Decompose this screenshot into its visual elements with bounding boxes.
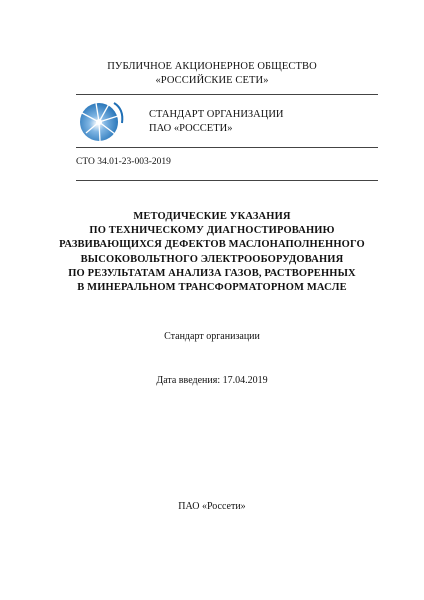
title-line: ВЫСОКОВОЛЬТНОГО ЭЛЕКТРООБОРУДОВАНИЯ — [80, 253, 344, 265]
standard-number: СТО 34.01-23-003-2019 — [76, 157, 171, 167]
document-title — [0, 210, 424, 295]
publisher-footer: ПАО «Россети» — [178, 501, 246, 512]
title-line: ПО ТЕХНИЧЕСКОМУ ДИАГНОСТИРОВАНИЮ — [89, 225, 335, 237]
header-divider — [76, 94, 378, 95]
org-name-line-2: «РОССИЙСКИЕ СЕТИ» — [155, 75, 269, 86]
title-line: В МИНЕРАЛЬНОМ ТРАНСФОРМАТОРНОМ МАСЛЕ — [77, 282, 347, 294]
logo-divider — [76, 147, 378, 148]
standard-heading — [149, 108, 284, 136]
standard-type: СТАНДАРТ ОРГАНИЗАЦИИ — [149, 109, 284, 120]
organization-header — [0, 60, 424, 88]
title-line: МЕТОДИЧЕСКИЕ УКАЗАНИЯ — [133, 211, 291, 222]
rosseti-logo-icon — [78, 99, 126, 143]
standard-organization: ПАО «РОССЕТИ» — [149, 123, 233, 134]
introduction-date: Дата введения: 17.04.2019 — [156, 375, 268, 386]
title-line: ПО РЕЗУЛЬТАТАМ АНАЛИЗА ГАЗОВ, РАСТВОРЕННЫХ — [68, 267, 356, 279]
document-subtitle: Стандарт организации — [164, 331, 260, 342]
number-divider — [76, 180, 378, 181]
title-line: РАЗВИВАЮЩИХСЯ ДЕФЕКТОВ МАСЛОНАПОЛНЕННОГО — [59, 239, 365, 251]
org-name-line-1: ПУБЛИЧНОЕ АКЦИОНЕРНОЕ ОБЩЕСТВО — [107, 61, 317, 72]
